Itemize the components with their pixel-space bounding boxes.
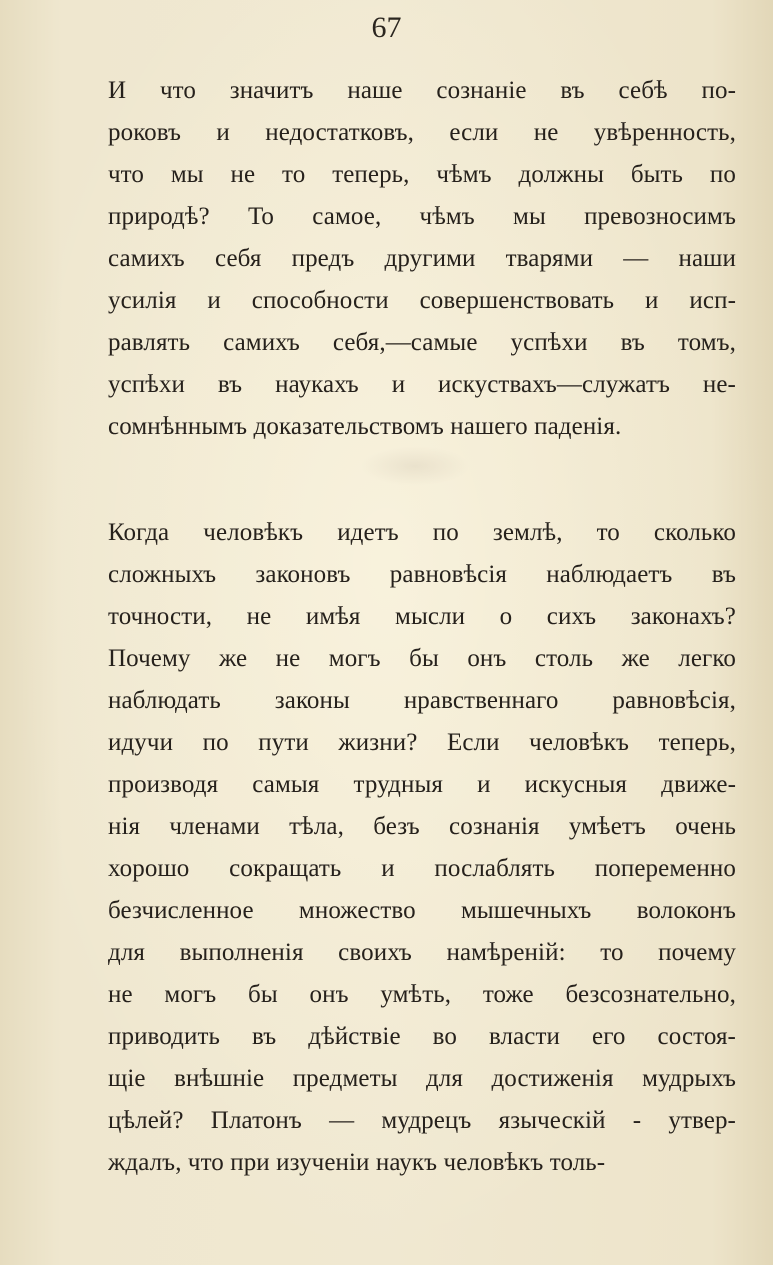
text-line: Почему же не могъ бы онъ столь же легко [108, 645, 736, 672]
text-line: приводить въ дѣйствіе во власти его состоя- [108, 1023, 736, 1050]
text-line: цѣлей? Платонъ — мудрецъ языческій - утвер- [108, 1107, 736, 1134]
paragraph-1 [108, 70, 736, 448]
page-number: 67 [371, 11, 402, 44]
text-line: производя самыя трудныя и искусныя движе- [108, 771, 736, 798]
text-line: нія членами тѣла, безъ сознанія умѣетъ очень [108, 813, 736, 840]
text-line: хорошо сокращать и послаблять попеременно [108, 855, 736, 882]
text-line: сомнѣннымъ доказательствомъ нашего паденія. [108, 413, 622, 440]
text-line: для выполненія своихъ намѣреній: то почему [108, 939, 736, 966]
text-line: идучи по пути жизни? Если человѣкъ теперь, [108, 729, 736, 756]
text-line: Когда человѣкъ идетъ по землѣ, то сколько [108, 519, 736, 546]
text-line: природѣ? То самое, чѣмъ мы превозносимъ [108, 203, 736, 230]
text-line: усилія и способности совершенствовать и исп- [108, 287, 736, 314]
text-line: что мы не то теперь, чѣмъ должны быть по [108, 161, 736, 188]
text-line: не могъ бы онъ умѣть, тоже безсознательно, [108, 981, 736, 1008]
paragraph-2 [108, 512, 736, 1184]
text-line: самихъ себя предъ другими тварями — наши [108, 245, 736, 272]
text-line: точности, не имѣя мысли о сихъ законахъ? [108, 603, 736, 630]
text-line: успѣхи въ наукахъ и искуствахъ—служатъ не- [108, 371, 736, 398]
text-line: щіе внѣшніе предметы для достиженія мудрыхъ [108, 1065, 736, 1092]
text-line: равлять самихъ себя,—самые успѣхи въ томъ, [108, 329, 736, 356]
text-line: безчисленное множество мышечныхъ волоконъ [108, 897, 736, 924]
text-line: ждалъ, что при изученіи наукъ человѣкъ толь- [108, 1149, 606, 1176]
text-line: наблюдать законы нравственнаго равновѣсія, [108, 687, 736, 714]
text-line: роковъ и недостатковъ, если не увѣренность, [108, 119, 736, 146]
text-line: И что значитъ наше сознаніе въ себѣ по- [108, 77, 736, 104]
bleed-through-mark [360, 446, 470, 486]
text-line: сложныхъ законовъ равновѣсія наблюдаетъ въ [108, 561, 736, 588]
